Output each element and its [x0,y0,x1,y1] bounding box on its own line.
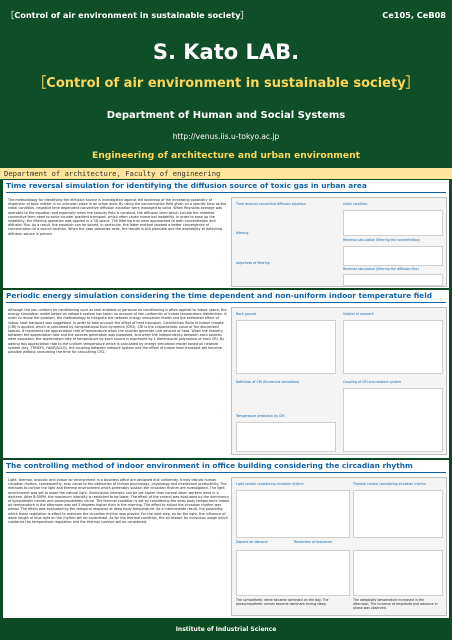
caption-right: The sleepbody temperature increased in the afternoon. The increase of amplitude and advance in phase was observed. [353,598,438,610]
left-tag: ［Control of air environment in sustainable society］ [6,10,249,20]
section-text: Although the non-uniform air conditioning such as task ambient or personal air conditioning is often applied to indoor space, the energy simulation model based on network system has taken no account of non-uniformity of indoor temperature distribution. In order to revise the problem, the methodology to integrate the network energy simulation model and the estimated effect of indoor heat transport was suggested. In order to take account the effect of heat transport, Contribution Ratio of Indoor climate (CRI) is applied, which is calculated by computational fluid dynamics (CFD). CRI is the characteristic value of the discretized spaces. It represents the appreciation rate of temperature when the sources generate unit amount of heat. When the linearity between the appreciation rate and the sources generation was supposed, and when the independency between each sources were supposed, the appreciation rate of temperature by each source is expressed by 1 dimensional polynomial of each CRI. By adding this appreciation rate to the uniform temperature which is calculated by energy simulation model based on network system (say, TRNSYS, HASP/ACLD), the coupling between network system and the effect of indoor heat transport will become possible without consuming the time for calculating CFD. [8,308,228,355]
sympathetic-chart [236,550,350,596]
subject-diagram [343,320,443,374]
department: Department of Human and Social Systems [106,110,346,121]
thermal-control-plot [353,490,443,538]
section-text: Light, thermal, acoustic and indoor air environment in a business office are designed dull uniformity. It may disturb human circadian rhythm, consequently, may cause to the detraction of human psychology, physiology and intellectual productivity. The methods to control the light and thermal environment which preferably sustain the circadian rhythm are investigated. The light environment was set to lower the natural light. Illumination intensity can be set higher than normal when workers want in a daytime. After 8:00PM, the maximum intensity is restricted to be lower. The effect of the control was evaluated by the dominancy of sympathetic nerves and parasympathetic nerve. The thermal condition is set by considering the deep body temperature indoor air temperature in the afternoon was set 3 degrees higher than in the morning. The effect to adjust the circadian rhythm was aimed. The effect was evaluated by the temporal response of deep body temperature. As a intermediate result, the possibility which these regulation is effect to maintain the circadian rhythm was proved. For the next step, as for the light, the influence of wave length of blue light on the rhythm will be considered. As for the thermal condition, the air blower for individual usage which combines the temperature regulation and the thermal comfort will be considered. [8,478,230,525]
panel-label-b: Subject of research [343,312,374,316]
section-energy [3,290,449,458]
engineering-line: Engineering of architecture and urban environment [91,150,360,161]
section-circadian [3,460,449,618]
panel-label-c: filtering [236,231,249,235]
reversal-plot-2 [343,274,443,286]
section-title: Time reversal simulation for identifying the diffusion source of toxic gas in urban area [6,181,367,190]
panel-label-b: Thermal control considering circadian rhythm [353,482,426,486]
department-bar [0,168,452,179]
panel-label-c: Definition of CRI (Numerical simulation) [236,380,300,384]
right-tag: Ce105, CeB08 [382,10,446,20]
reversal-plot-1 [343,246,443,266]
section-text: The methodology for identifying the diffusion source is investigated against the backdrop of the increasing possibility of dispersion of toxic matter in an unknown place in an urban area. By using the concentration field given on a specific time as the initial condition, negative time dependent convective diffusion equation were managed to solve. When Reynolds average was operated to the equation and especially when the velocity field is constant, the diffusion term which include the modeled convective term need to solve counter gradient transport, which often cause numerical instability. In order to ease up the instability, the filtering operation was applied in a 3D space. The filtering trial were approached to both concentration and diffusion flux. As a result, the equation can be solved, in particular, the latter method showed a better convergence of concentration to a source location. When the case obstacles exist, the results is still plausible and the availability of detecting diffusion source is proved. [8,198,227,236]
prediction-box [236,422,336,452]
coupling-plot [343,388,443,452]
section-title: Periodic energy simulation considering the time dependent and non-uniform indoor temperature field [6,291,433,300]
deep-body-temp-chart [353,550,443,596]
section-diffusion [3,180,449,288]
section-rule [6,302,446,303]
panel-label-e: objectives of filtering [236,261,270,265]
bar-text: Department of architecture, Faculty of engineering [4,169,221,178]
panel-label-d: Reversal calculation (filtering the concentration) [343,238,421,242]
diagram-panel [231,197,447,287]
background-diagram [236,320,336,374]
panel-label-e: Temperature prediction by CRI [236,414,285,418]
panel-label-a: Time reversal convective diffusion equation [236,202,306,206]
footer: Institute of Industrial Science [175,626,277,633]
panel-label-a: Back ground [236,312,257,316]
panel-label-c: Depend on demand [236,540,268,544]
lab-title: S. Kato LAB. [152,40,300,64]
subtitle: ［Control of air environment in sustainable society］ [33,76,419,91]
light-control-plot [236,490,350,538]
section-rule [6,472,446,473]
url: http://venus.iis.u-tokyo.ac.jp [172,132,280,141]
caption-left: The sympathetic nerve became dominant on the day. The parasympathetic nerves became dominant during sleep. [236,598,329,606]
initial-condition-plot [343,210,443,236]
panel-label-f: Reversal calculation (filtering the diffusion flux) [343,267,419,271]
header-area [0,0,452,190]
section-rule [6,192,446,193]
panel-label-d: Coupling of CRI and network system [343,380,402,384]
top-tags [6,10,446,24]
panel-label-b: Initial condition [343,202,368,206]
diagram-panel [231,477,447,616]
panel-label-a: Light control considering circadian rhythm [236,482,304,486]
diagram-panel [231,307,447,455]
panel-label-d: Restriction of maximum [294,540,333,544]
section-title: The controlling method of indoor environment in office building considering the circadian rhythm [6,461,413,470]
